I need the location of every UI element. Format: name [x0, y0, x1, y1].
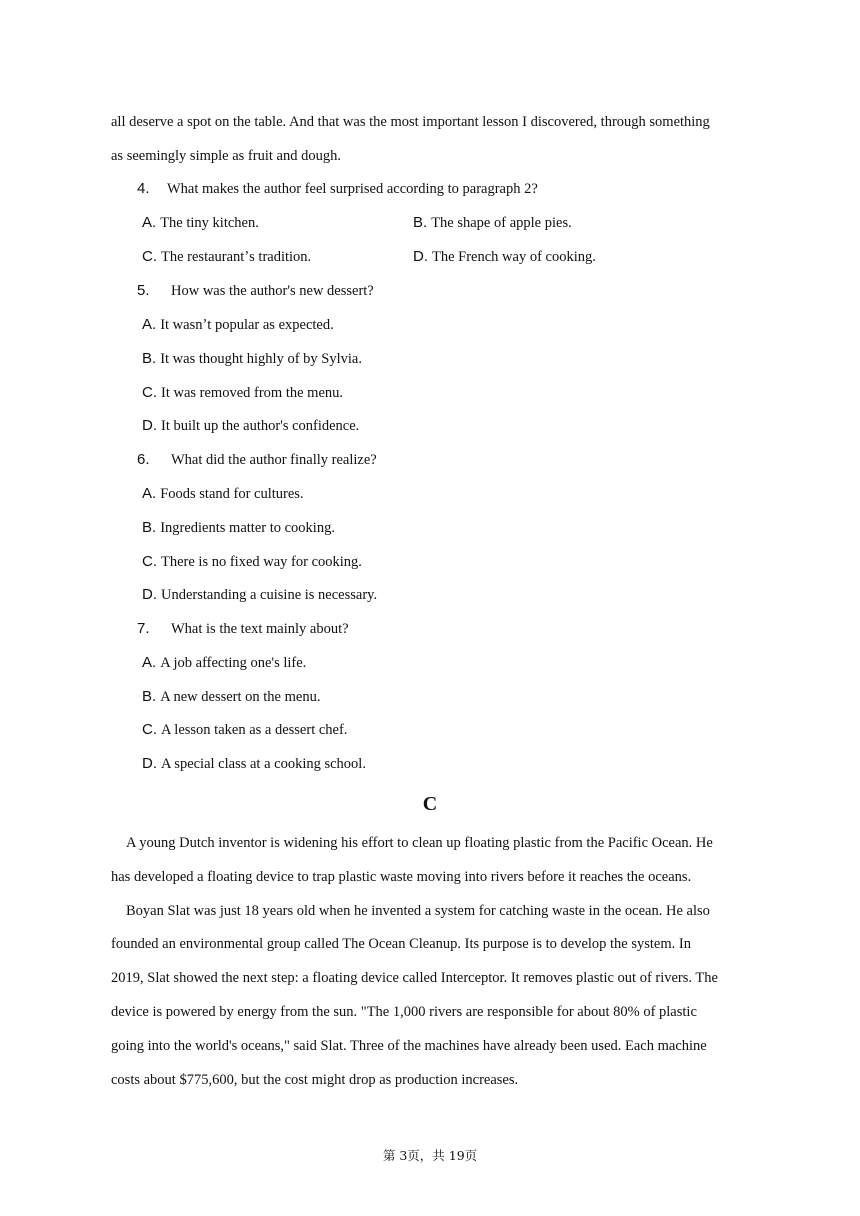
option-letter: D. — [142, 417, 157, 434]
paragraph-line: costs about $775,600, but the cost might drop as production increases. — [111, 1072, 519, 1088]
paragraph-line: Boyan Slat was just 18 years old when he invented a system for catching waste in the ocean. He also — [126, 903, 710, 919]
paragraph-line: founded an environmental group called The Ocean Cleanup. Its purpose is to develop the system. In — [111, 936, 691, 952]
continuation-line: as seemingly simple as fruit and dough. — [111, 148, 341, 164]
option-4c — [142, 247, 311, 267]
option-letter: A. — [142, 654, 157, 671]
paragraph-line: has developed a floating device to trap plastic waste moving into rivers before it reaches the oceans. — [111, 869, 692, 885]
option-4d — [413, 247, 596, 267]
option-7c — [142, 720, 347, 740]
question-number: 5. — [137, 282, 150, 299]
continuation-line: all deserve a spot on the table. And that was the most important lesson I discovered, through something — [111, 114, 710, 130]
question-number: 4. — [137, 180, 150, 197]
option-letter: D. — [142, 586, 157, 603]
option-text: The restaurantʼs tradition. — [161, 249, 312, 265]
paragraph-line: going into the world's oceans," said Slat. Three of the machines have already been used. Each machine — [111, 1038, 707, 1054]
option-5a — [142, 315, 334, 335]
option-letter: A. — [142, 485, 157, 502]
option-text: It wasnʼt popular as expected. — [160, 317, 334, 333]
option-5c — [142, 383, 343, 403]
question-number: 7. — [137, 620, 150, 637]
option-text: A lesson taken as a dessert chef. — [161, 722, 348, 738]
option-letter: B. — [142, 519, 157, 536]
option-text: Understanding a cuisine is necessary. — [161, 587, 378, 603]
option-text: It was thought highly of by Sylvia. — [160, 351, 362, 367]
option-5d — [142, 416, 359, 436]
option-letter: C. — [142, 721, 157, 738]
page-number-footer: 第 3页，共 19页 — [382, 1148, 478, 1163]
option-6d — [142, 585, 377, 605]
question-4 — [137, 179, 538, 199]
question-6 — [137, 450, 377, 470]
option-letter: B. — [142, 350, 157, 367]
option-6b — [142, 518, 335, 538]
question-text: What makes the author feel surprised according to paragraph 2? — [167, 181, 538, 197]
option-text: The tiny kitchen. — [160, 215, 259, 231]
option-text: A new dessert on the menu. — [160, 689, 321, 705]
option-text: There is no fixed way for cooking. — [161, 554, 362, 570]
option-text: The shape of apple pies. — [431, 215, 572, 231]
option-letter: B. — [142, 688, 157, 705]
option-7d — [142, 754, 366, 774]
option-letter: C. — [142, 248, 157, 265]
option-text: It was removed from the menu. — [161, 385, 344, 401]
paragraph-line: A young Dutch inventor is widening his effort to clean up floating plastic from the Pacific Ocean. He — [126, 835, 713, 851]
option-letter: C. — [142, 553, 157, 570]
option-text: A special class at a cooking school. — [161, 756, 366, 772]
paragraph-line: 2019, Slat showed the next step: a floating device called Interceptor. It removes plastic out of rivers. The — [111, 970, 718, 986]
option-5b — [142, 349, 362, 369]
option-letter: D. — [413, 248, 428, 265]
option-7b — [142, 687, 320, 707]
option-letter: B. — [413, 214, 428, 231]
option-4a — [142, 213, 259, 233]
question-text: What did the author finally realize? — [171, 452, 377, 468]
section-title: C — [422, 793, 438, 815]
option-4b — [413, 213, 572, 233]
question-text: How was the author's new dessert? — [171, 283, 374, 299]
option-text: The French way of cooking. — [432, 249, 596, 265]
option-text: It built up the author's confidence. — [161, 418, 360, 434]
option-text: Foods stand for cultures. — [160, 486, 304, 502]
question-text: What is the text mainly about? — [171, 621, 349, 637]
option-7a — [142, 653, 306, 673]
option-6c — [142, 552, 362, 572]
option-letter: A. — [142, 214, 157, 231]
option-text: Ingredients matter to cooking. — [160, 520, 335, 536]
option-letter: D. — [142, 755, 157, 772]
question-7 — [137, 619, 349, 639]
paragraph-line: device is powered by energy from the sun. "The 1,000 rivers are responsible for about 80% of plastic — [111, 1004, 697, 1020]
option-text: A job affecting one's life. — [160, 655, 307, 671]
option-letter: A. — [142, 316, 157, 333]
question-5 — [137, 281, 374, 301]
option-letter: C. — [142, 384, 157, 401]
question-number: 6. — [137, 451, 150, 468]
option-6a — [142, 484, 304, 504]
